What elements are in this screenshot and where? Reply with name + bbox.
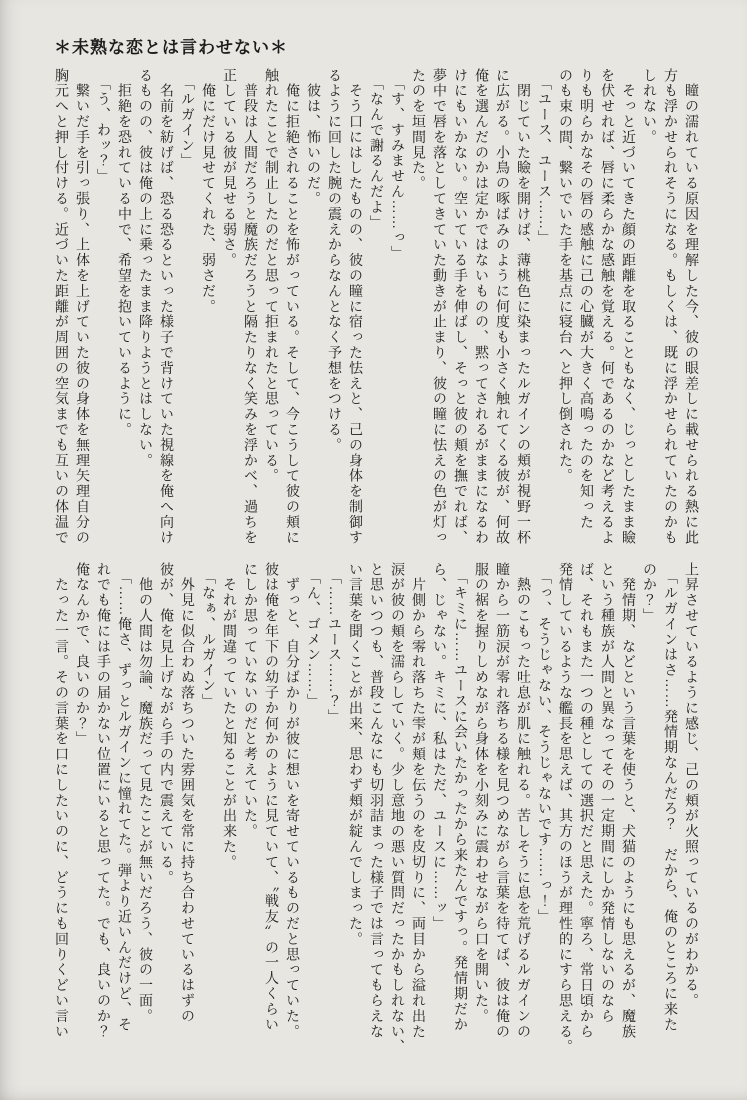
text-line: 熱のこもった吐息が肌に触れる。苦しそうに息を荒げるルガインの — [515, 562, 530, 1040]
text-line: を伏せれば、唇に柔らかな感触を覚える。何であるのかなど考えるよ — [599, 68, 614, 546]
text-line: しれない。 — [641, 68, 656, 145]
text-line: 他の人間は勿論、魔族だって見たことが無いだろう、彼の一面。 — [137, 562, 152, 1024]
text-line: るように回した腕の震えからなんとなく予想をつける。 — [326, 68, 341, 453]
text-line: 「キミに……ユースに会いたかったから来たんですっ。発情期だか — [452, 562, 467, 1033]
text-line: 上昇させているように感じ、己の頬が火照っているのがわかる。 — [683, 562, 698, 1009]
text-line: 閉じていた瞼を開けば、薄桃色に染まったルガインの頬が視野一杯 — [515, 68, 530, 546]
text-line: 触れたことで制止したのだと思って拒まれたと思っている。 — [263, 68, 278, 484]
text-line: 瞳から一筋涙が零れ落ちる様を見つめながら言葉を待てば、彼は俺の — [494, 562, 509, 1040]
text-line: 発情しているような艦長を思えば、其方のほうが理性的にすら思える。 — [557, 562, 572, 1055]
text-line: そう口にはしたものの、彼の瞳に宿った怯えと、己の身体を制御す — [347, 68, 362, 546]
text-line: と思いつつも、普段こんなにも切羽詰まった様子では言ってもらえな — [368, 562, 383, 1040]
story-bottom-block — [50, 562, 701, 1055]
text-line: 片側から零れ落ちた雫が頬を伝うのを皮切りに、両目から溢れ出た — [410, 562, 425, 1040]
text-line: 「なんで謝るんだよ」 — [368, 68, 383, 231]
text-line: 拒絶を恐れている中で、希望を抱いているように。 — [116, 68, 131, 438]
text-line: 方も浮かせられそうになる。もしくは、既に浮かせられていたのかも — [662, 68, 677, 546]
text-line: 「っ、そうじゃない、そうじゃないです……っ！」 — [536, 562, 551, 925]
text-line: ら、じゃない。キミに、私はただ、ユースに……ッ」 — [431, 562, 446, 932]
text-line: 「ルガインはさ……発情期なんだろ？ だから、俺のところに来た — [662, 562, 677, 1033]
page-title: ＊未熟な恋とは言わせない＊ — [54, 38, 288, 58]
text-line: に広がる。小鳥の啄ばみのように何度も小さく触れてくる彼が、何故 — [494, 68, 509, 546]
text-line: 「なぁ、ルガイン」 — [200, 562, 215, 709]
text-line: 俺なんかで、良いのか？」 — [74, 562, 89, 747]
text-line: 正している彼が見せる弱さ。 — [221, 68, 236, 269]
text-line: 俺を選んだのかは定かではないものの、黙ってされるがままになるわ — [473, 68, 488, 546]
text-line: 「ユース、ユース……」 — [536, 68, 551, 246]
text-line: 服の裾を握りしめながら身体を小刻みに震わせながら口を開いた。 — [473, 562, 488, 1024]
text-line: 胸元へと押し付ける。近づいた距離が周囲の空気までも互いの体温で — [53, 68, 68, 546]
text-line: 彼が、俺を見上げながら手の内で震えている。 — [158, 562, 173, 886]
text-line: けにもいかない。空いている手を伸ばし、そっと彼の頬を撫でれば、 — [452, 68, 467, 546]
text-line: 「ん、ゴメン……」 — [305, 562, 320, 709]
text-line: 繋いだ手を引っ張り、上体を上げていた彼の身体を無理矢理自分の — [74, 68, 89, 546]
text-line: ずっと、自分ばかりが彼に想いを寄せているものだと思っていた。 — [284, 562, 299, 1040]
text-line: れでも俺には手の届かない位置にいると思ってた。でも、良いのか？ — [95, 562, 110, 1040]
text-line: 彼は俺を年下の幼子か何かのように見ていて、〝戦友〟の一人くらい — [263, 562, 278, 1033]
text-line: 外見に似合わぬ落ちついた雰囲気を常に持ち合わせているはずの — [179, 562, 194, 1024]
text-line: 俺にだけ見せてくれた、弱さだ。 — [200, 68, 215, 315]
text-line: 瞳の濡れている原因を理解した今、彼の眼差しに載せられる熱に此 — [683, 68, 698, 546]
text-line: たのを垣間見た。 — [410, 68, 425, 192]
text-line: るものの、彼は俺の上に乗ったまま降りようとはしない。 — [137, 68, 152, 469]
text-line: 名前を紡げば、恐る恐るといった様子で背けていた視線を俺へ向け — [158, 68, 173, 546]
text-line: りも明らかなその唇の感触に己の心臓が大きく高鳴ったのを知った — [578, 68, 593, 530]
text-line: 「す、すみません……っ」 — [389, 68, 404, 262]
text-line: 「……俺さ、ずっとルガインに憧れてた。弾より近いんだけど、そ — [116, 562, 131, 1033]
text-line: のも束の間、繋いでいた手を基点に寝台へと押し倒された。 — [557, 68, 572, 484]
text-line: のか？」 — [641, 562, 656, 624]
text-line: 「う、わッ？」 — [95, 68, 110, 185]
story-top-block — [50, 68, 701, 546]
text-line: 夢中で唇を落としてきていた動きが止まり、彼の瞳に怯えの色が灯っ — [431, 68, 446, 546]
text-line: そっと近づいてきた顔の距離を取ることもなく、じっとしたまま瞼 — [620, 68, 635, 546]
text-line: 俺に拒絶されることを怖がっている。そして、今こうして彼の頬に — [284, 68, 299, 546]
text-line: ば、それもまた一つの種としての選択だと思えた。寧ろ、常日頃から — [578, 562, 593, 1040]
text-line: それが間違っていたと知ることが出来た。 — [221, 562, 236, 870]
text-line: 涙が彼の頬を濡らしていく。少し意地の悪い質問だったかもしれない、 — [389, 562, 404, 1055]
text-line: 「……ユース……？」 — [326, 562, 341, 725]
text-line: い言葉を聞くことが出来、思わず頬が綻んでしまった。 — [347, 562, 362, 947]
text-line: たった一言。その言葉を口にしたいのに、どうにも回りくどい言い — [53, 562, 68, 1040]
text-line: 「ルガイン」 — [179, 68, 194, 169]
text-line: にしか思っていないのだと考えていた。 — [242, 562, 257, 840]
text-line: という種族が人間と異なってその一定期間にしか発情しないのなら — [599, 562, 614, 1024]
text-line: 発情期、などという言葉を使うと、犬猫のようにも思えるが、魔族 — [620, 562, 635, 1040]
text-line: 普段は人間だろうと魔族だろうと隔たりなく笑みを浮かべ、過ちを — [242, 68, 257, 546]
text-line: 彼は、怖いのだ。 — [305, 68, 320, 207]
